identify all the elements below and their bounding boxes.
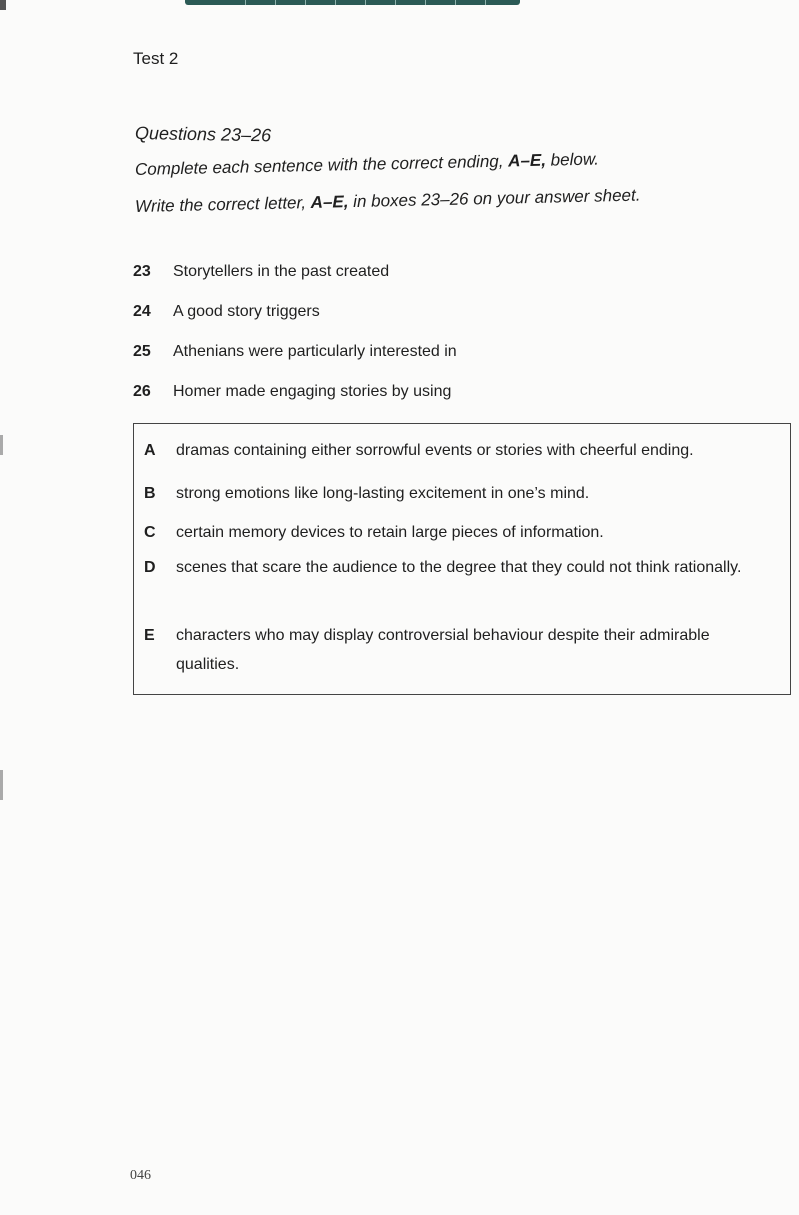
ending-text: certain memory devices to retain large pieces of information. bbox=[176, 524, 604, 541]
question-number: 24 bbox=[133, 303, 151, 320]
instruction-text: Complete each sentence with the correct ending, bbox=[134, 151, 509, 179]
ending-option bbox=[144, 621, 774, 679]
ending-letter: B bbox=[144, 485, 156, 502]
question-text: Storytellers in the past created bbox=[173, 263, 390, 280]
question-item bbox=[133, 263, 653, 303]
instruction-range: A–E, bbox=[310, 192, 349, 213]
ending-option bbox=[144, 518, 774, 547]
instruction-range: A–E, bbox=[507, 150, 547, 171]
test-label: Test 2 bbox=[133, 49, 179, 68]
instruction-write bbox=[135, 186, 641, 217]
ending-text: dramas containing either sorrowful events or stories with cheerful ending. bbox=[176, 442, 694, 459]
page-number: 046 bbox=[130, 1168, 151, 1183]
question-list bbox=[133, 263, 653, 423]
instruction-text: in boxes 23–26 on your answer sheet. bbox=[348, 185, 641, 212]
ending-text: strong emotions like long-lasting excitement in one’s mind. bbox=[176, 485, 590, 502]
ending-letter: E bbox=[144, 627, 155, 644]
question-item bbox=[133, 383, 653, 423]
ending-letter: A bbox=[144, 442, 156, 459]
question-number: 25 bbox=[133, 343, 151, 360]
instruction-complete bbox=[135, 149, 599, 180]
instruction-text: below. bbox=[545, 149, 600, 170]
questions-heading: Questions 23–26 bbox=[134, 123, 272, 146]
scan-edge-mark bbox=[0, 770, 3, 800]
endings-box bbox=[133, 423, 791, 695]
ending-text: characters who may display controversial behaviour despite their admirable qualities. bbox=[176, 627, 710, 673]
ending-option bbox=[144, 553, 774, 582]
question-number: 23 bbox=[133, 263, 151, 280]
ending-option bbox=[144, 436, 774, 465]
instruction-text: Write the correct letter, bbox=[134, 193, 311, 216]
ending-text: scenes that scare the audience to the degree that they could not think rationally. bbox=[176, 559, 742, 576]
question-text: Athenians were particularly interested in bbox=[173, 343, 457, 360]
question-item bbox=[133, 303, 653, 343]
ending-letter: C bbox=[144, 524, 156, 541]
question-item bbox=[133, 343, 653, 383]
top-decorative-bar bbox=[185, 0, 520, 5]
ending-letter: D bbox=[144, 559, 156, 576]
question-text: A good story triggers bbox=[173, 303, 320, 320]
scan-corner-mark bbox=[0, 0, 6, 10]
question-number: 26 bbox=[133, 383, 151, 400]
ending-option bbox=[144, 479, 774, 508]
scan-edge-mark bbox=[0, 435, 3, 455]
question-text: Homer made engaging stories by using bbox=[173, 383, 452, 400]
